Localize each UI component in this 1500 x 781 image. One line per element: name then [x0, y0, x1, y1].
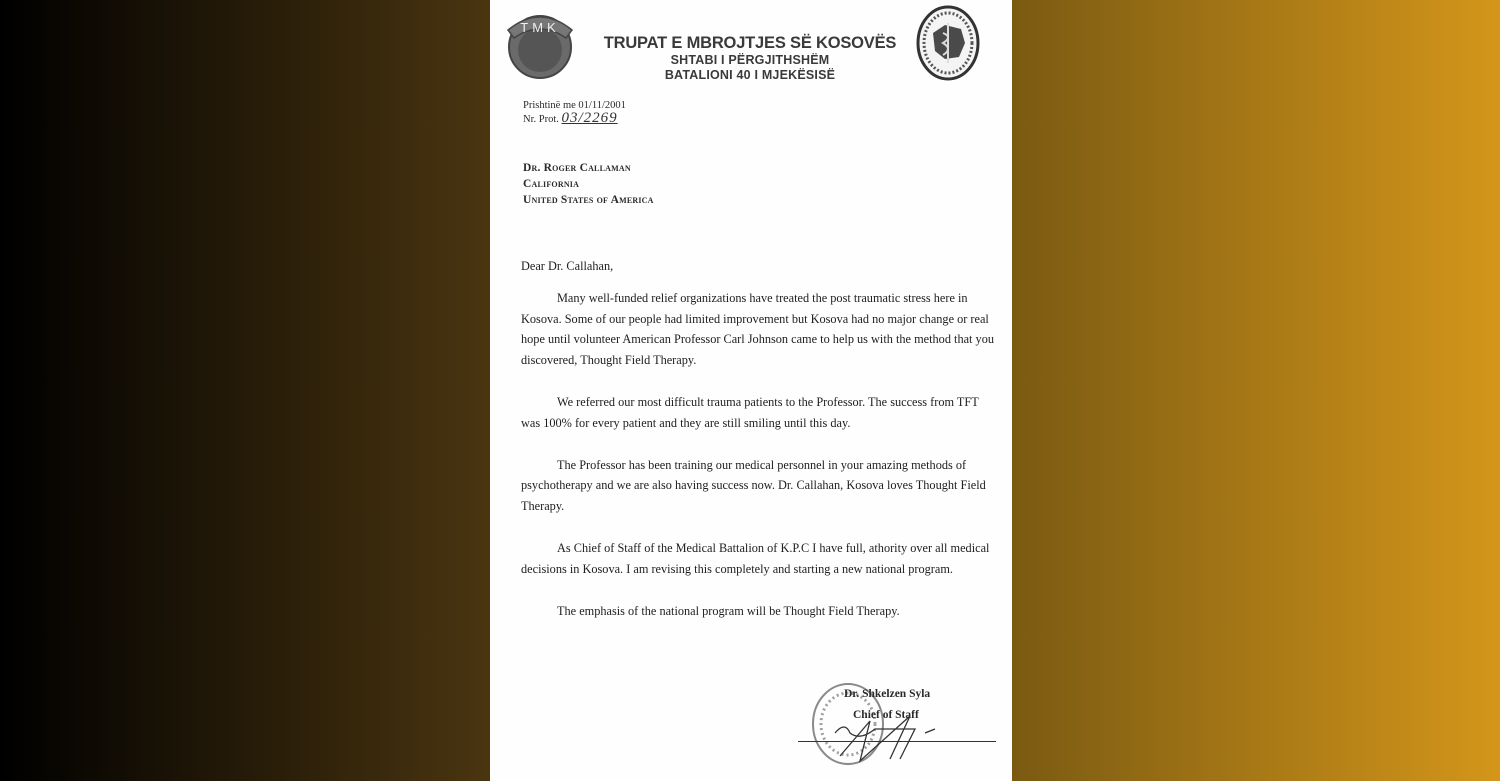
paragraph-3: The Professor has been training our medical personnel in your amazing methods of psychotherapy and we are also having success now. Dr. Callahan, Kosova loves Thought Field Therapy. — [521, 457, 986, 514]
letterhead-subtitle-battalion: BATALIONI 40 I MJEKËSISË — [664, 68, 836, 82]
recipient-state: California — [523, 178, 580, 190]
signature-block — [790, 673, 1012, 781]
medical-battalion-seal-icon — [915, 3, 981, 81]
letter-body — [521, 256, 996, 642]
recipient-country: United States of America — [523, 194, 654, 206]
protocol-label: Nr. Prot. — [523, 114, 559, 125]
protocol-number: 03/2269 — [561, 110, 618, 126]
reference-block — [523, 99, 626, 126]
signatory-name: Dr. Shkelzen Syla — [844, 688, 931, 700]
recipient-name: Dr. Roger Callaman — [523, 162, 631, 174]
protocol-line — [523, 112, 626, 126]
tmk-emblem-icon — [504, 8, 576, 82]
paragraph-1: Many well-funded relief organizations have treated the post traumatic stress here in Kosova. Some of our people had limited improvement but Kosova had no major change or real hope until volunteer American Professor Carl Johnson came to help us with the method that you discovered, Thought Field Therapy. — [521, 290, 994, 368]
paragraph-2: We referred our most difficult trauma patients to the Professor. The success from TFT was 100% for every patient and they are still smiling until this day. — [521, 394, 979, 430]
salutation: Dear Dr. Callahan, — [521, 259, 614, 273]
handwritten-signature-icon — [830, 701, 950, 766]
signatory-title: Chief of Staff — [853, 709, 919, 721]
letterhead-subtitle-staff: SHTABI I PËRGJITHSHËM — [670, 53, 830, 67]
tmk-seal-text: TMK — [520, 20, 560, 35]
letterhead — [585, 34, 915, 83]
recipient-address — [523, 160, 654, 208]
place-date: Prishtinë me 01/11/2001 — [523, 100, 626, 111]
letterhead-title: TRUPAT E MBROJTJES SË KOSOVËS — [603, 34, 897, 52]
paragraph-4: As Chief of Staff of the Medical Battalion of K.P.C I have full, athority over all medical decisions in Kosova. I am revising this completely and starting a new national program. — [521, 540, 990, 576]
letter-page — [490, 0, 1012, 781]
paragraph-5: The emphasis of the national program will be Thought Field Therapy. — [557, 603, 900, 618]
